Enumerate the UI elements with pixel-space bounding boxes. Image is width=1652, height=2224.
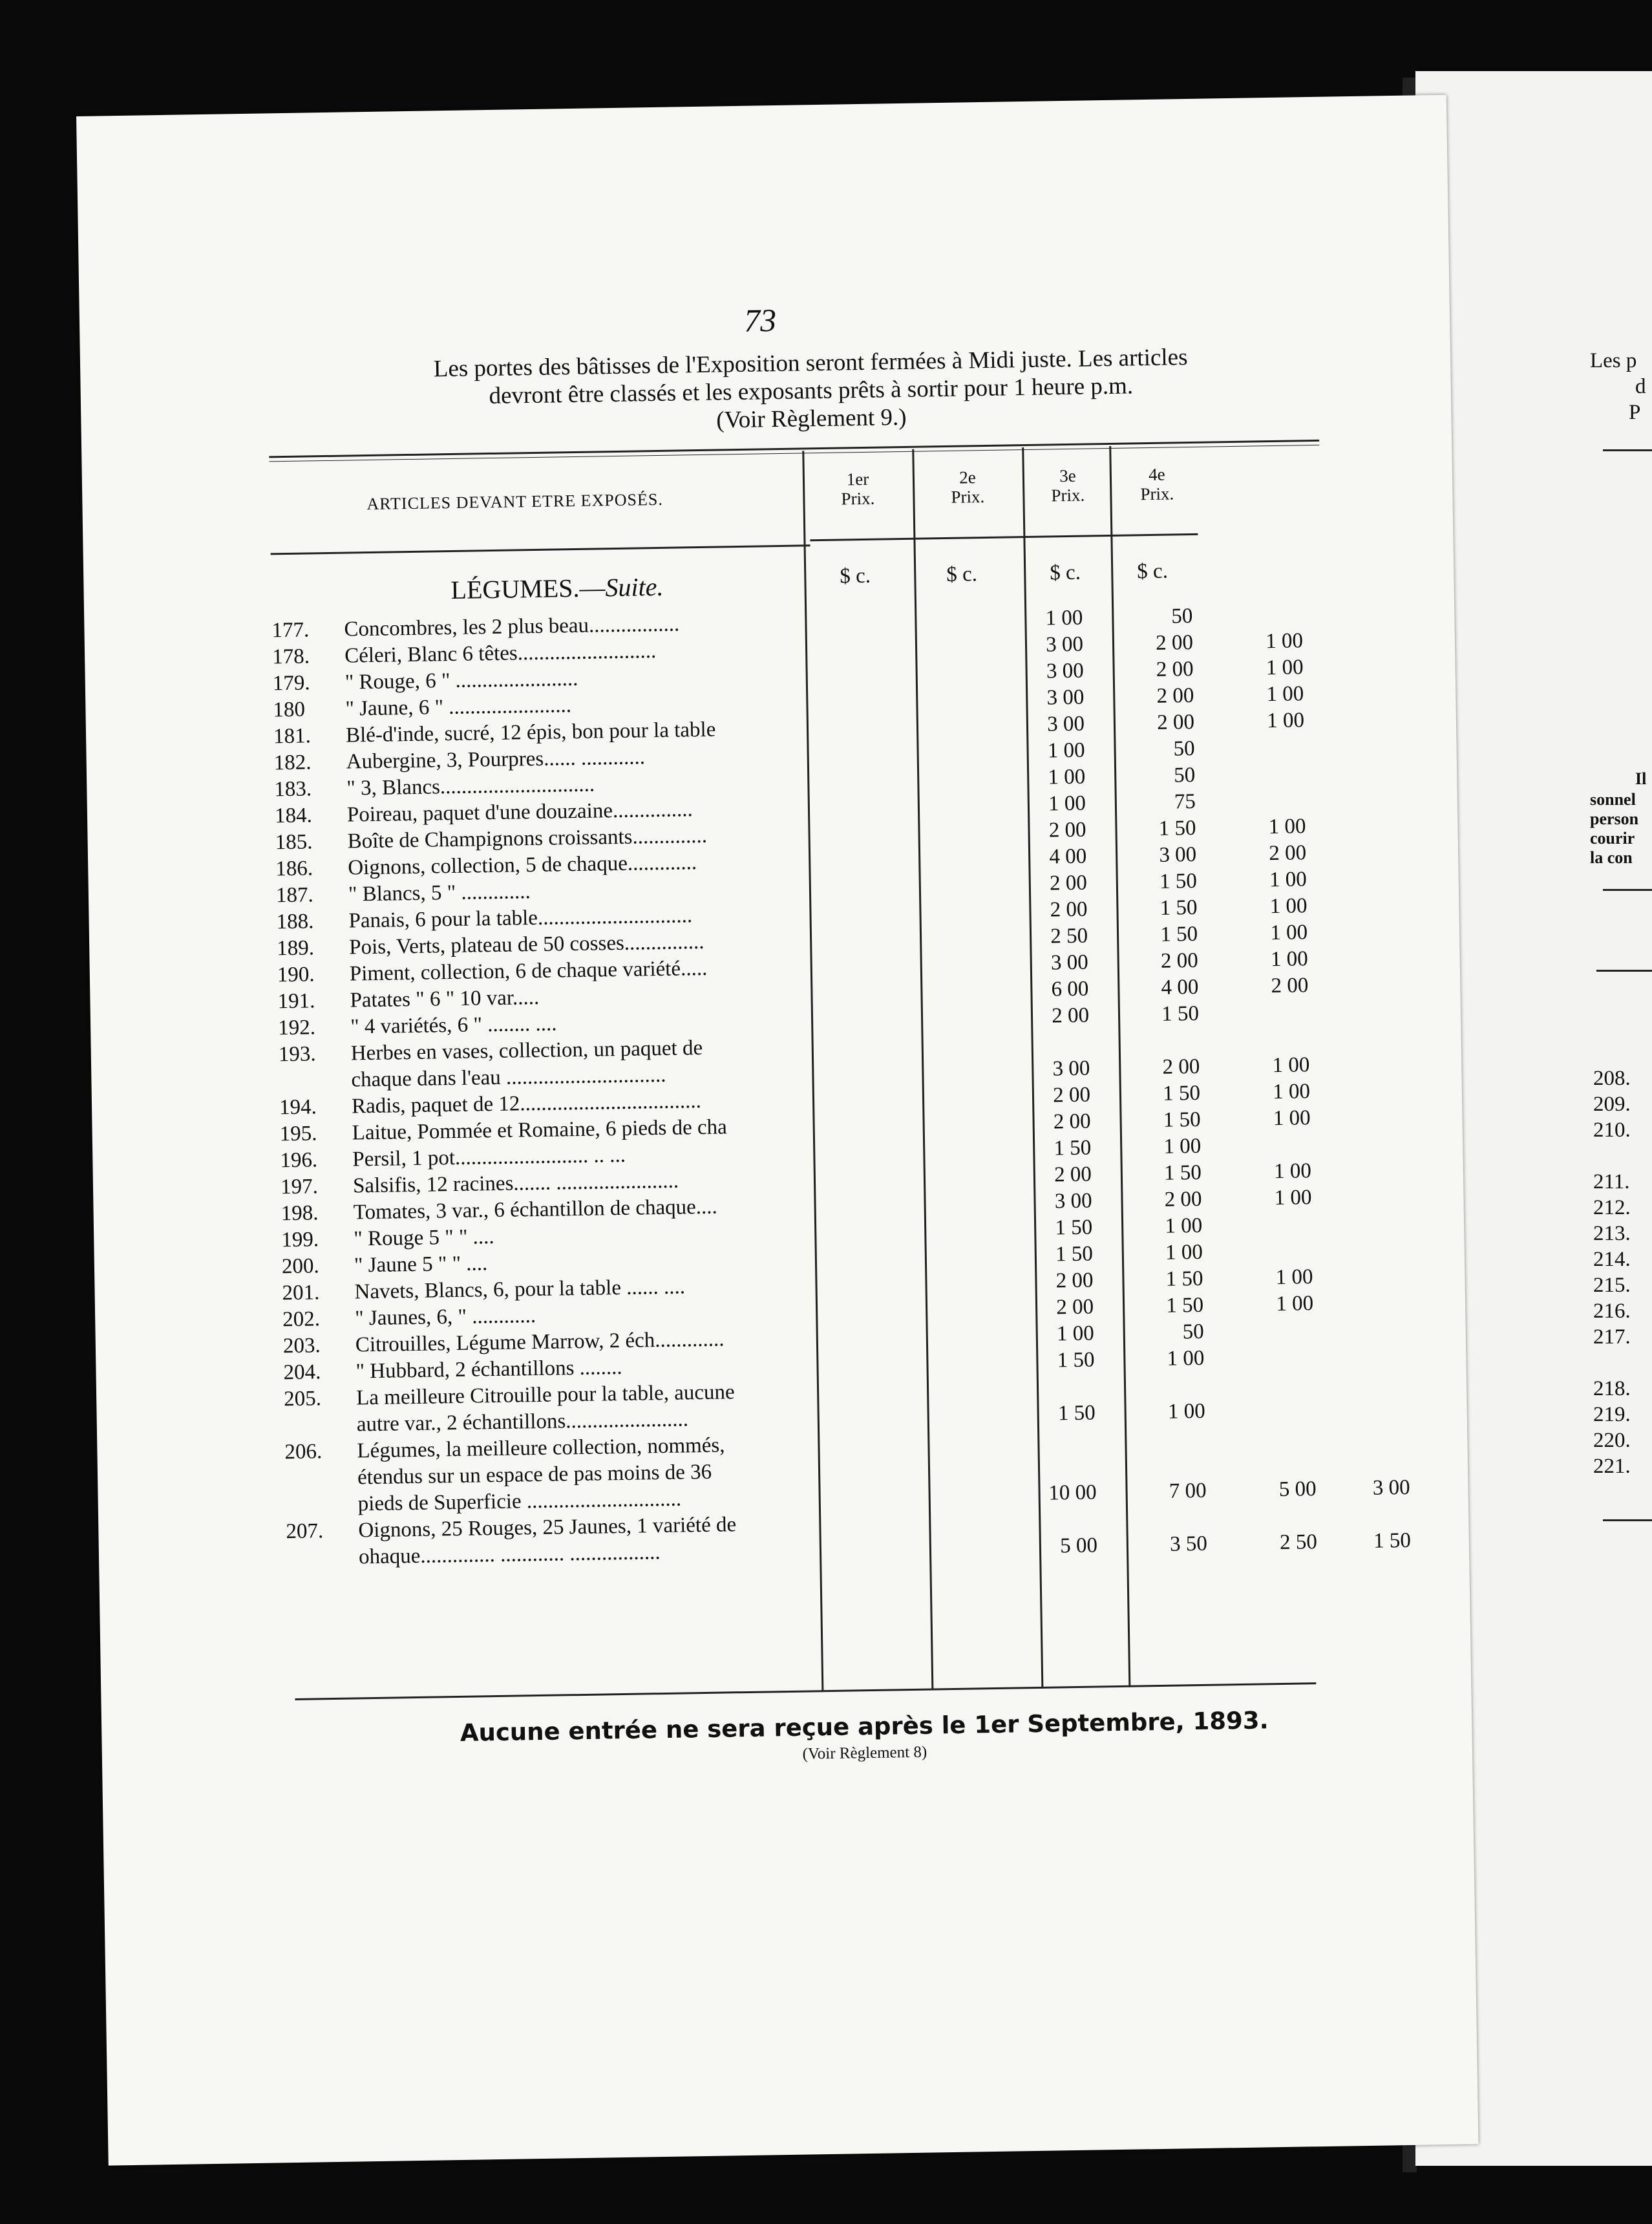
second-prize-amount: 50 (1182, 1320, 1205, 1344)
fourth-prize-amount (1313, 1077, 1404, 1078)
item-description: " Jaune, 6 " ....................... (345, 694, 572, 721)
facing-item-number: 217. (1593, 1325, 1631, 1349)
item-number: 206. (284, 1440, 323, 1464)
first-prize-amount: 1 00 (1048, 791, 1086, 816)
item-description: ohaque.............. ............ ................. (358, 1541, 661, 1569)
item-number: 184. (274, 804, 313, 828)
fourth-prize-amount (1317, 1342, 1408, 1343)
item-number: 180 (273, 698, 306, 722)
prize-4-header: 4e Prix. (1140, 464, 1174, 504)
facing-side-fragment: person (1590, 809, 1639, 828)
first-prize-amount: 2 00 (1048, 818, 1086, 842)
item-number: 181. (273, 724, 312, 749)
second-prize-amount: 1 00 (1167, 1399, 1205, 1424)
facing-item-number: 220. (1593, 1429, 1631, 1452)
fourth-prize-amount: 1 50 (1373, 1528, 1412, 1553)
fourth-prize-amount (1314, 1130, 1404, 1131)
item-description: Oignons, 25 Rouges, 25 Jaunes, 1 variété de (358, 1513, 737, 1543)
second-prize-amount: 2 00 (1160, 948, 1199, 973)
fourth-prize-amount (1312, 1024, 1403, 1025)
third-prize-amount: 1 00 (1276, 1292, 1314, 1316)
page-header (261, 341, 1361, 442)
item-description: " 4 variétés, 6 " ........ .... (350, 1012, 557, 1039)
section-title: LÉGUMES.—Suite. (450, 572, 664, 604)
item-number: 201. (282, 1281, 320, 1305)
fourth-prize-amount (1318, 1395, 1408, 1396)
third-prize-amount: 1 00 (1266, 682, 1304, 707)
fourth-prize-amount (1306, 653, 1397, 654)
second-prize-amount: 50 (1171, 604, 1193, 628)
third-prize-amount: 1 00 (1270, 947, 1308, 972)
item-description: chaque dans l'eau .............................. (351, 1063, 666, 1092)
item-description: Herbes en vases, collection, un paquet de (350, 1036, 703, 1065)
second-prize-amount: 2 00 (1156, 683, 1194, 708)
item-description: " Blancs, 5 " ............. (348, 880, 531, 906)
item-description: Oignons, collection, 5 de chaque............. (348, 851, 697, 880)
currency-label: $ c. (1049, 561, 1081, 585)
item-description: Panais, 6 pour la table............................. (348, 904, 693, 933)
header-line-3: (Voir Règlement 9.) (716, 403, 907, 434)
item-description: Laitue, Pommée et Romaine, 6 pieds de cha (352, 1115, 728, 1145)
second-prize-amount: 4 00 (1161, 975, 1199, 1000)
first-prize-amount: 3 00 (1050, 950, 1089, 975)
item-description: pieds de Superficie ............................. (357, 1487, 682, 1516)
item-number: 198. (281, 1201, 319, 1226)
prize-1-header: 1er Prix. (841, 469, 875, 509)
fourth-prize-amount (1309, 812, 1399, 813)
prize-3-header: 3e Prix. (1051, 465, 1085, 506)
second-prize-amount: 1 50 (1163, 1107, 1201, 1132)
second-prize-amount: 1 50 (1163, 1160, 1202, 1185)
first-prize-amount: 2 00 (1052, 1083, 1091, 1107)
fourth-prize-amount (1315, 1157, 1405, 1158)
fourth-prize-amount (1311, 918, 1401, 919)
first-prize-amount: 1 00 (1048, 765, 1086, 789)
item-number: 191. (277, 989, 315, 1014)
first-prize-amount: 2 00 (1052, 1003, 1090, 1028)
item-number: 183. (274, 777, 312, 802)
first-prize-amount: 3 00 (1045, 632, 1084, 657)
first-prize-amount: 1 50 (1055, 1242, 1094, 1267)
third-prize-amount: 1 00 (1269, 894, 1308, 919)
first-prize-amount: 10 00 (1048, 1481, 1097, 1505)
second-prize-amount: 2 00 (1156, 710, 1195, 734)
document-page (76, 95, 1479, 2166)
first-prize-amount: 1 50 (1057, 1401, 1096, 1426)
second-prize-amount: 1 50 (1166, 1293, 1204, 1318)
second-prize-amount: 2 00 (1162, 1054, 1200, 1079)
header-line-2: devront être classés et les exposants prêts à sortir pour 1 heure p.m. (489, 372, 1134, 410)
item-description: autre var., 2 échantillons....................... (356, 1407, 689, 1437)
regulation-reference: (Voir Règlement 8) (802, 1743, 927, 1763)
item-number: 192. (277, 1016, 316, 1040)
facing-item-number: 214. (1593, 1248, 1631, 1271)
item-description: Navets, Blancs, 6, pour la table ...... .... (354, 1275, 686, 1304)
item-description: Concombres, les 2 plus beau................. (344, 612, 680, 641)
first-prize-amount: 2 00 (1056, 1295, 1094, 1320)
fourth-prize-amount (1309, 839, 1400, 840)
third-prize-amount: 1 00 (1272, 1080, 1311, 1104)
item-description: " Jaune 5 " " .... (354, 1252, 488, 1278)
first-prize-amount: 1 50 (1054, 1136, 1092, 1160)
first-prize-amount: 1 00 (1045, 606, 1083, 630)
fourth-prize-amount (1319, 1448, 1410, 1449)
second-prize-amount: 2 00 (1156, 657, 1194, 681)
first-prize-amount: 3 00 (1046, 712, 1085, 736)
second-prize-amount: 3 00 (1159, 842, 1197, 867)
table-bottom-rule (295, 1682, 1316, 1700)
first-prize-amount: 1 00 (1047, 738, 1085, 763)
second-prize-amount: 1 50 (1162, 1081, 1201, 1106)
second-prize-amount: 2 00 (1164, 1187, 1202, 1212)
second-prize-amount: 50 (1173, 763, 1196, 787)
item-description: Radis, paquet de 12.................................. (351, 1089, 702, 1118)
first-prize-amount: 3 00 (1054, 1189, 1092, 1214)
third-prize-amount: 1 00 (1275, 1265, 1313, 1290)
fourth-prize-amount (1309, 786, 1399, 787)
item-description: Légumes, la meilleure collection, nommés, (357, 1433, 725, 1463)
third-prize-amount: 1 00 (1265, 656, 1304, 680)
second-prize-amount: 2 00 (1155, 630, 1194, 655)
item-description: " Rouge, 6 " ....................... (344, 667, 578, 694)
fourth-prize-amount (1308, 732, 1398, 734)
item-number: 194. (279, 1095, 317, 1120)
fourth-prize-amount (1309, 865, 1400, 866)
second-prize-amount: 1 50 (1160, 895, 1198, 920)
first-prize-amount: 1 50 (1055, 1215, 1093, 1240)
third-prize-amount: 1 00 (1272, 1053, 1310, 1078)
header-bottom-rule (271, 544, 810, 555)
facing-item-number: 211. (1593, 1170, 1630, 1193)
third-prize-amount: 1 00 (1273, 1159, 1312, 1184)
third-prize-amount: 1 00 (1269, 868, 1308, 892)
item-number: 188. (276, 910, 314, 934)
facing-item-number: 210. (1593, 1118, 1631, 1142)
first-prize-amount: 2 00 (1055, 1268, 1094, 1293)
third-prize-amount: 1 00 (1273, 1106, 1311, 1131)
fourth-prize-amount (1312, 998, 1403, 999)
fourth-prize-amount (1310, 892, 1401, 893)
item-description: Pois, Verts, plateau de 50 cosses............... (348, 930, 704, 959)
item-description: " Rouge 5 " " .... (354, 1225, 494, 1251)
item-number: 182. (273, 751, 312, 775)
item-number: 196. (280, 1148, 318, 1173)
currency-label: $ c. (840, 564, 871, 588)
item-description: Salsifis, 12 racines....... ....................... (352, 1169, 679, 1198)
first-prize-amount: 3 00 (1052, 1056, 1090, 1081)
facing-item-number: 213. (1593, 1222, 1631, 1245)
item-description: Poireau, paquet d'une douzaine............... (346, 798, 693, 827)
first-prize-amount: 5 00 (1059, 1534, 1098, 1558)
item-description: " Hubbard, 2 échantillons ........ (355, 1355, 622, 1384)
first-prize-amount: 3 00 (1046, 685, 1085, 710)
item-number: 185. (275, 830, 313, 855)
facing-item-number: 212. (1593, 1196, 1631, 1219)
table-top-rule (269, 440, 1319, 458)
fourth-prize-amount (1311, 971, 1402, 972)
first-prize-amount: 2 00 (1049, 871, 1088, 895)
facing-side-fragment: Il (1635, 769, 1647, 788)
item-description: Persil, 1 pot......................... .. ... (352, 1143, 626, 1171)
third-prize-amount: 2 50 (1279, 1530, 1318, 1555)
entry-deadline-notice: Aucune entrée ne sera reçue après le 1er Septembre, 1893. (460, 1706, 1269, 1747)
facing-header-fragment: P (1629, 401, 1641, 424)
second-prize-amount: 1 50 (1159, 869, 1198, 893)
third-prize-amount: 1 00 (1274, 1186, 1312, 1210)
item-number: 199. (281, 1228, 319, 1252)
first-prize-amount: 3 00 (1046, 659, 1084, 683)
facing-item-number: 208. (1593, 1067, 1631, 1090)
third-prize-amount: 1 00 (1270, 921, 1308, 945)
first-prize-amount: 1 00 (1056, 1321, 1095, 1346)
second-prize-amount: 1 00 (1163, 1134, 1202, 1159)
prize-2-header: 2e Prix. (951, 467, 985, 507)
fourth-prize-amount (1306, 600, 1396, 601)
item-number: 190. (277, 963, 315, 987)
fourth-prize-amount (1317, 1316, 1407, 1317)
facing-item-number: 218. (1593, 1377, 1631, 1400)
fourth-prize-amount (1308, 759, 1399, 760)
item-number: 178. (271, 645, 310, 669)
facing-item-number: 215. (1593, 1274, 1631, 1297)
item-number: 203. (282, 1334, 321, 1358)
third-prize-amount (1212, 601, 1302, 603)
second-prize-amount: 1 00 (1167, 1346, 1205, 1371)
first-prize-amount: 6 00 (1051, 977, 1089, 1001)
facing-header-fragment: d (1635, 375, 1646, 398)
item-description: Piment, collection, 6 de chaque variété..... (349, 956, 708, 986)
facing-side-fragment: courir (1590, 829, 1635, 848)
currency-label: $ c. (946, 562, 978, 586)
facing-item-number: 209. (1593, 1093, 1631, 1116)
facing-item-number: 219. (1593, 1403, 1631, 1426)
item-number: 204. (283, 1360, 321, 1385)
fourth-prize-amount (1315, 1236, 1406, 1237)
second-prize-amount: 50 (1173, 736, 1195, 761)
second-prize-amount: 7 00 (1169, 1479, 1207, 1503)
third-prize-amount: 1 00 (1266, 709, 1305, 733)
fourth-prize-amount (1311, 945, 1401, 946)
fourth-prize-amount (1308, 706, 1398, 707)
facing-item-number: 221. (1593, 1455, 1631, 1478)
second-prize-amount: 3 50 (1169, 1532, 1208, 1556)
fourth-prize-amount (1313, 1104, 1404, 1105)
fourth-prize-amount (1315, 1210, 1406, 1211)
facing-side-fragment: sonnel (1590, 790, 1636, 809)
first-prize-amount: 2 00 (1050, 897, 1088, 922)
item-description: étendus sur un espace de pas moins de 36 (357, 1460, 712, 1490)
third-prize-amount: 1 00 (1268, 815, 1306, 839)
item-number: 179. (272, 671, 310, 696)
second-prize-amount: 1 50 (1158, 816, 1196, 840)
third-prize-amount: 2 00 (1271, 974, 1309, 998)
first-prize-amount: 1 50 (1057, 1348, 1095, 1373)
second-prize-amount: 1 50 (1161, 1001, 1200, 1026)
page-number: 73 (743, 302, 777, 339)
fourth-prize-amount (1315, 1183, 1405, 1184)
third-prize-amount: 5 00 (1278, 1477, 1317, 1502)
first-prize-amount: 2 50 (1050, 924, 1088, 948)
second-prize-amount: 1 00 (1165, 1240, 1203, 1265)
fourth-prize-amount (1316, 1263, 1406, 1264)
third-prize-amount: 1 00 (1265, 629, 1304, 654)
second-prize-amount: 1 50 (1165, 1267, 1203, 1291)
first-prize-amount: 2 00 (1054, 1162, 1092, 1187)
item-number: 186. (275, 857, 313, 881)
fourth-prize-amount (1317, 1289, 1407, 1290)
item-number: 200. (281, 1254, 320, 1279)
item-description: Citrouilles, Légume Marrow, 2 éch............. (355, 1327, 725, 1357)
fourth-prize-amount (1318, 1422, 1409, 1423)
articles-column-header: ARTICLES DEVANT ETRE EXPOSÉS. (366, 489, 664, 514)
item-description: Patates " 6 " 10 var..... (350, 985, 540, 1012)
item-number: 177. (271, 618, 310, 643)
item-number: 202. (282, 1307, 321, 1332)
item-number: 207. (286, 1519, 324, 1544)
item-number: 195. (279, 1122, 317, 1146)
facing-side-fragment: la con (1590, 848, 1633, 867)
item-description: Boîte de Champignons croissants.............. (347, 824, 708, 853)
facing-item-number: 216. (1593, 1299, 1631, 1323)
item-number: 187. (275, 883, 313, 908)
facing-header-fragment: Les p (1590, 349, 1637, 372)
item-description: Tomates, 3 var., 6 échantillon de chaque.... (353, 1195, 718, 1224)
item-number: 205. (283, 1387, 322, 1411)
fourth-prize-amount (1313, 1051, 1403, 1052)
fourth-prize-amount (1318, 1369, 1408, 1370)
item-number: 197. (280, 1175, 319, 1199)
first-prize-amount: 4 00 (1049, 844, 1087, 869)
fourth-prize-amount: 3 00 (1372, 1475, 1410, 1500)
item-number: 189. (276, 936, 315, 961)
second-prize-amount: 75 (1174, 789, 1196, 814)
first-prize-amount: 2 00 (1053, 1109, 1091, 1134)
item-description: " 3, Blancs............................. (346, 773, 595, 800)
item-description: La meilleure Citrouille pour la table, aucune (355, 1380, 735, 1410)
item-number: 193. (278, 1042, 316, 1067)
fourth-prize-amount (1306, 626, 1397, 628)
header-line-1: Les portes des bâtisses de l'Exposition seront fermées à Midi juste. Les articles (433, 344, 1188, 383)
second-prize-amount: 1 50 (1160, 922, 1198, 946)
item-description: " Jaunes, 6, " ............ (354, 1304, 536, 1331)
currency-label: $ c. (1136, 559, 1169, 584)
item-description: Aubergine, 3, Pourpres...... ............ (346, 745, 646, 774)
fourth-prize-amount (1307, 679, 1397, 681)
item-description: Blé-d'inde, sucré, 12 épis, bon pour la table (345, 718, 716, 747)
item-description: Céleri, Blanc 6 têtes.......................... (344, 639, 657, 668)
third-prize-amount: 2 00 (1269, 841, 1307, 866)
second-prize-amount: 1 00 (1165, 1214, 1203, 1238)
